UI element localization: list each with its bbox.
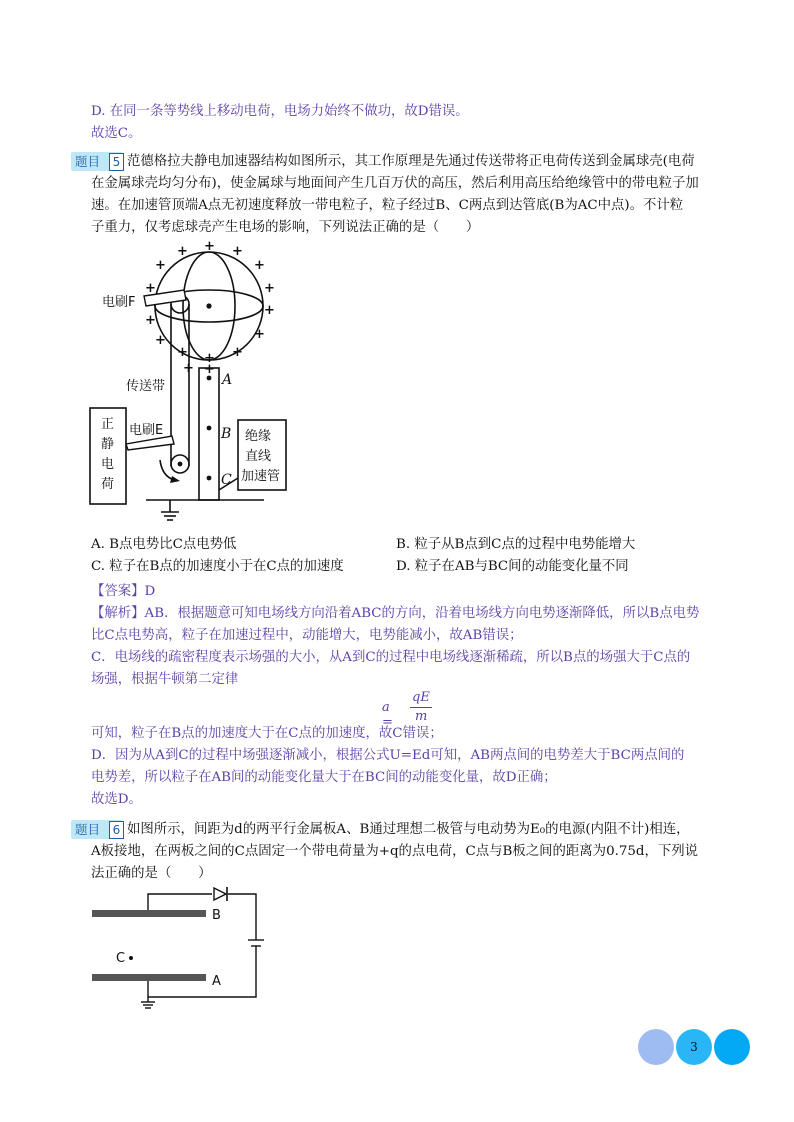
point-b-label: B (221, 426, 232, 442)
question-text: 子重力，仅考虑球壳产生电场的影响，下列说法正确的是（ ） (91, 220, 480, 235)
analysis-line: C．电场线的疏密程度表示场强的大小，从A到C的过程中电场线逐渐稀疏，所以B点的场强大于C点的 (91, 650, 691, 665)
charge-label: 荷 (101, 477, 115, 492)
capacitor-circuit-figure (88, 884, 278, 1014)
brush-f-label: 电刷F (102, 295, 136, 310)
formula-denominator: m (415, 709, 428, 724)
solution-line: 故选C。 (91, 126, 142, 141)
plus-sign: + (264, 303, 275, 318)
analysis-line: 比C点电势高，粒子在加速过程中，动能增大，电势能减小，故AB错误； (91, 628, 523, 643)
formula-bar (410, 707, 432, 708)
question-number: 5 (109, 153, 124, 171)
brush-e-label: 电刷E (129, 423, 164, 438)
solution-line: D. 在同一条等势线上移动电荷，电场力始终不做功，故D错误。 (91, 104, 469, 119)
answer: 【答案】D (91, 584, 156, 599)
plus-sign: + (145, 281, 156, 296)
formula-numerator: qE (412, 690, 430, 705)
formula-lhs: a = (382, 700, 393, 730)
charge-label: 静 (101, 437, 115, 452)
question-text: 如图所示，间距为d的两平行金属板A、B通过理想二极管与电动势为E₀的电源(内阻不计)相连， (127, 822, 690, 837)
question-text: 法正确的是（ ） (91, 866, 212, 881)
question-label: 题目 (75, 154, 101, 169)
plus-sign: + (204, 362, 215, 377)
analysis-line: 场强，根据牛顿第二定律 (91, 672, 239, 687)
plus-sign: + (254, 258, 265, 273)
charge-label: 正 (101, 417, 115, 432)
analysis-line: 故选D。 (91, 792, 142, 807)
option-b[interactable]: B. 粒子从B点到C点的过程中电势能增大 (396, 537, 636, 552)
diode-icon (214, 888, 226, 900)
plus-sign: + (254, 327, 265, 342)
analysis-line: 电势差，所以粒子在AB间的动能变化量大于在BC间的动能变化量，故D正确； (91, 770, 557, 785)
tube-label: 加速管 (241, 469, 281, 484)
tube-label: 绝缘 (245, 429, 272, 444)
question-text: 范德格拉夫静电加速器结构如图所示，其工作原理是先通过传送带将正电荷传送到金属球壳(电荷 (127, 154, 695, 169)
question-text: 速。在加速管顶端A点无初速度释放一带电粒子，粒子经过B、C两点到达管底(B为AC中点)。不计粒 (91, 198, 684, 213)
plate-b (92, 910, 206, 917)
plus-sign: + (183, 361, 194, 376)
option-a[interactable]: A. B点电势比C点电势低 (91, 537, 237, 552)
question-label: 题目 (75, 822, 101, 837)
page-bubble-left (638, 1029, 674, 1065)
plus-sign: + (204, 351, 215, 366)
page-bubble-right (714, 1029, 750, 1065)
plus-sign: + (155, 258, 166, 273)
analysis-line: D．因为从A到C的过程中场强逐渐减小，根据公式U=Ed可知，AB两点间的电势差大于BC两点间的 (91, 748, 685, 763)
option-d[interactable]: D. 粒子在AB与BC间的动能变化量不同 (396, 559, 629, 574)
plate-a (92, 974, 206, 981)
charge-label: 电 (101, 457, 115, 472)
question-text: A板接地，在两板之间的C点固定一个带电荷量为+q的点电荷，C点与B板之间的距离为0.75d，下列说 (91, 844, 699, 859)
page-number: 3 (690, 1040, 698, 1054)
point-c-label: C (116, 951, 126, 966)
question-text: 在金属球壳均匀分布)，使金属球与地面间产生几百万伏的高压，然后利用高压给绝缘管中的带电粒子加 (91, 176, 699, 191)
plus-sign: + (204, 239, 215, 254)
analysis-line: 可知，粒子在B点的加速度大于在C点的加速度，故C错误； (91, 726, 443, 741)
plus-sign: + (232, 345, 243, 360)
tube-label: 直线 (245, 449, 272, 464)
option-c[interactable]: C. 粒子在B点的加速度小于在C点的加速度 (91, 559, 344, 574)
analysis-line: 【解析】AB．根据题意可知电场线方向沿着ABC的方向，沿着电场线方向电势逐渐降低，所以B点电势 (91, 606, 700, 621)
plus-sign: + (145, 313, 156, 328)
plus-sign: + (264, 281, 275, 296)
plus-sign: + (232, 244, 243, 259)
question-number: 6 (109, 821, 124, 839)
plate-a-label: A (212, 974, 221, 989)
plus-sign: + (177, 345, 188, 360)
point-c-label: C (221, 472, 232, 488)
point-a-label: A (222, 372, 233, 388)
belt-label: 传送带 (126, 379, 166, 394)
van-de-graaff-figure (88, 238, 308, 528)
plus-sign: + (155, 333, 166, 348)
plate-b-label: B (212, 908, 221, 923)
plus-sign: + (177, 244, 188, 259)
